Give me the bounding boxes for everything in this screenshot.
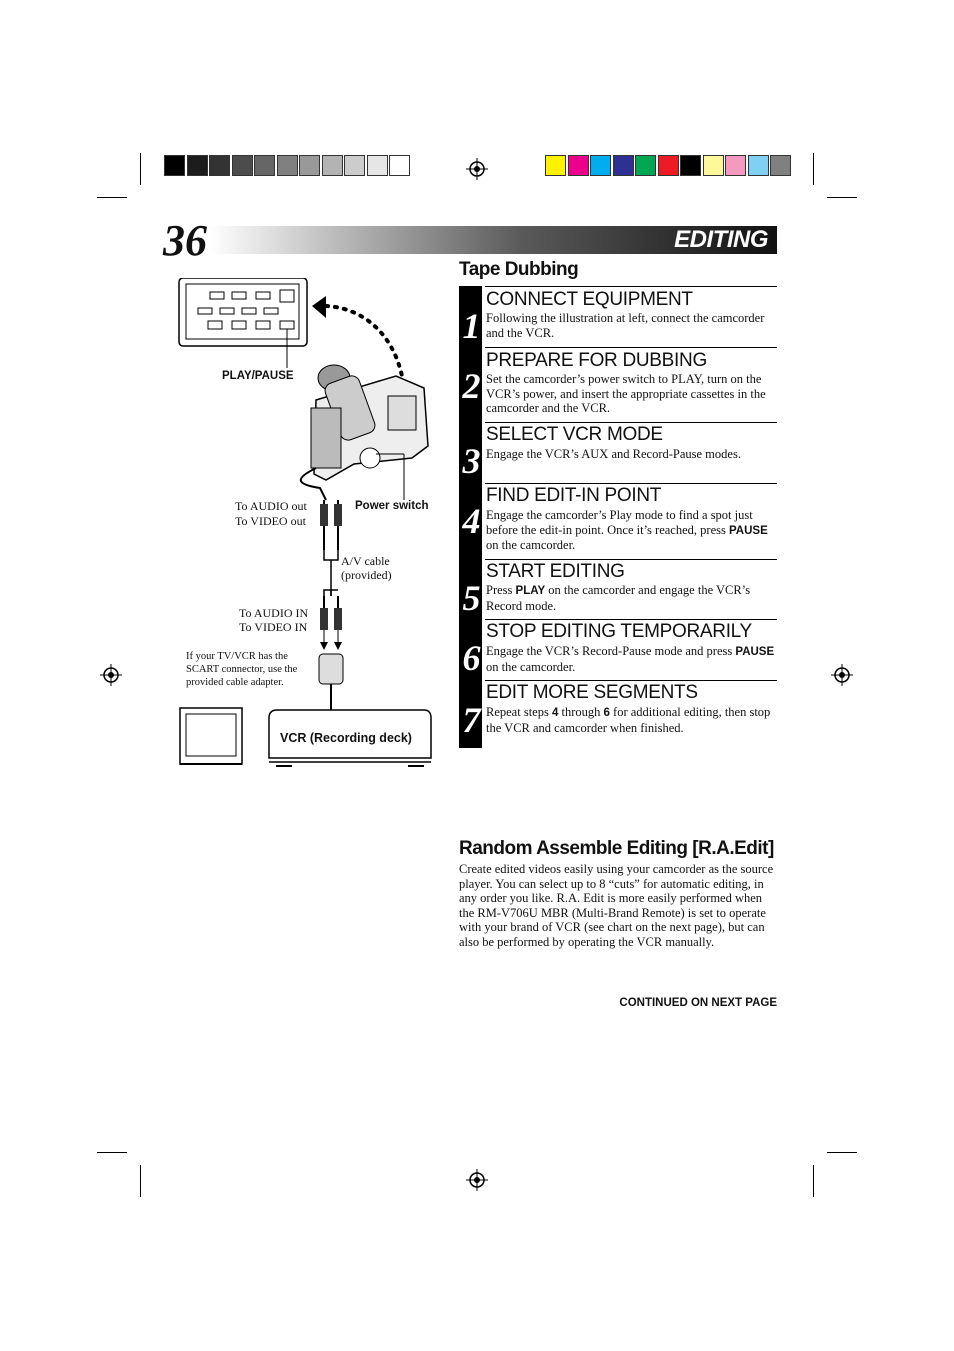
- step-number: 4: [462, 501, 481, 541]
- continued-note: CONTINUED ON NEXT PAGE: [619, 997, 777, 1009]
- scart-note-line-3: provided cable adapter.: [186, 677, 284, 688]
- color-swatch: [703, 155, 724, 176]
- gray-swatch: [299, 155, 320, 176]
- control-panel-illustration: [179, 278, 307, 368]
- color-swatch: [658, 155, 679, 176]
- color-swatch: [635, 155, 656, 176]
- tape-dubbing-heading: Tape Dubbing: [459, 259, 579, 280]
- crop-mark: [813, 153, 814, 185]
- video-in-label: To VIDEO IN: [239, 620, 308, 634]
- step-number: 6: [462, 638, 481, 678]
- step-divider: [485, 347, 777, 348]
- step-text: Engage the VCR’s Record-Pause mode and press PAUSE on the camcorder.: [486, 644, 775, 674]
- color-swatch: [545, 155, 566, 176]
- step-text: Following the illustration at left, connect the camcorder and the VCR.: [486, 311, 765, 340]
- step-number: 5: [462, 578, 481, 618]
- step-number: 3: [462, 441, 481, 481]
- step-title: START EDITING: [486, 561, 625, 582]
- registration-mark-icon: [466, 1169, 488, 1191]
- step-title: SELECT VCR MODE: [486, 424, 663, 445]
- page-number: 36: [163, 216, 207, 265]
- step-title: PREPARE FOR DUBBING: [486, 350, 707, 371]
- step-text: Repeat steps 4 through 6 for additional editing, then stop the VCR and camcorder when finished.: [486, 705, 771, 735]
- step-text: Engage the VCR’s AUX and Record-Pause modes.: [486, 447, 741, 461]
- gray-swatch: [367, 155, 388, 176]
- random-assemble-body: Create edited videos easily using your camcorder as the source player. You can select up to 8 “cuts” for automatic editing, in any order you like. R.A. Edit is more easily performed when the RM-V706U MBR (Multi-Brand Remote) is set to operate with your brand of VCR (see chart on the next page), but can also be performed by operating the VCR manually.: [459, 862, 774, 949]
- color-swatch: [725, 155, 746, 176]
- gray-swatch: [187, 155, 208, 176]
- vcr-recording-deck-label: VCR (Recording deck): [280, 731, 412, 745]
- color-swatch: [590, 155, 611, 176]
- crop-mark: [140, 1165, 141, 1197]
- color-swatch: [770, 155, 791, 176]
- gray-swatch: [344, 155, 365, 176]
- step-divider: [485, 483, 777, 484]
- color-swatch: [568, 155, 589, 176]
- gray-swatch: [209, 155, 230, 176]
- color-swatch: [613, 155, 634, 176]
- av-cable-illustration: [301, 468, 343, 712]
- color-swatch: [680, 155, 701, 176]
- step-divider: [485, 559, 777, 560]
- step-title: FIND EDIT-IN POINT: [486, 485, 662, 506]
- section-title: EDITING: [674, 226, 768, 253]
- video-out-label: To VIDEO out: [235, 514, 306, 528]
- crop-mark: [97, 1152, 127, 1153]
- av-cable-label: A/V cable: [341, 554, 390, 568]
- play-pause-label: PLAY/PAUSE: [222, 370, 294, 382]
- step-text: Engage the camcorder’s Play mode to find a spot just before the edit-in point. Once it’s reached, press PAUSE on the camcorder.: [486, 508, 768, 552]
- av-cable-provided-label: (provided): [341, 568, 392, 582]
- gray-swatch: [232, 155, 253, 176]
- scart-note-line-1: If your TV/VCR has the: [186, 651, 288, 662]
- step-divider: [485, 680, 777, 681]
- crop-mark: [140, 153, 141, 185]
- camcorder-illustration: [311, 365, 428, 500]
- gray-swatch: [277, 155, 298, 176]
- color-swatch: [748, 155, 769, 176]
- step-title: EDIT MORE SEGMENTS: [486, 682, 698, 703]
- gray-swatch: [164, 155, 185, 176]
- registration-mark-icon: [466, 158, 488, 180]
- crop-mark: [813, 1165, 814, 1197]
- step-number: 1: [462, 306, 481, 346]
- crop-mark: [827, 197, 857, 198]
- gray-swatch: [322, 155, 343, 176]
- scart-note-line-2: SCART connector, use the: [186, 664, 298, 675]
- step-text: Set the camcorder’s power switch to PLAY, turn on the VCR’s power, and insert the appropriate cassettes in the camcorder and the VCR.: [486, 372, 766, 415]
- registration-mark-icon: [100, 664, 122, 686]
- registration-mark-icon: [831, 664, 853, 686]
- audio-out-label: To AUDIO out: [235, 499, 307, 513]
- step-divider: [485, 286, 777, 287]
- step-number: 2: [462, 366, 481, 406]
- step-divider: [485, 422, 777, 423]
- gray-swatch: [389, 155, 410, 176]
- step-text: Press PLAY on the camcorder and engage the VCR’s Record mode.: [486, 583, 751, 613]
- step-title: STOP EDITING TEMPORARILY: [486, 621, 752, 642]
- audio-in-label: To AUDIO IN: [239, 606, 309, 620]
- connection-diagram: [176, 278, 438, 770]
- tv-illustration: [180, 708, 242, 764]
- step-divider: [485, 619, 777, 620]
- gray-swatch: [254, 155, 275, 176]
- section-header-band: [210, 226, 777, 254]
- step-title: CONNECT EQUIPMENT: [486, 289, 693, 310]
- crop-mark: [827, 1152, 857, 1153]
- crop-mark: [97, 197, 127, 198]
- random-assemble-heading: Random Assemble Editing [R.A.Edit]: [459, 838, 774, 859]
- power-switch-label: Power switch: [355, 500, 429, 512]
- step-number: 7: [462, 700, 481, 740]
